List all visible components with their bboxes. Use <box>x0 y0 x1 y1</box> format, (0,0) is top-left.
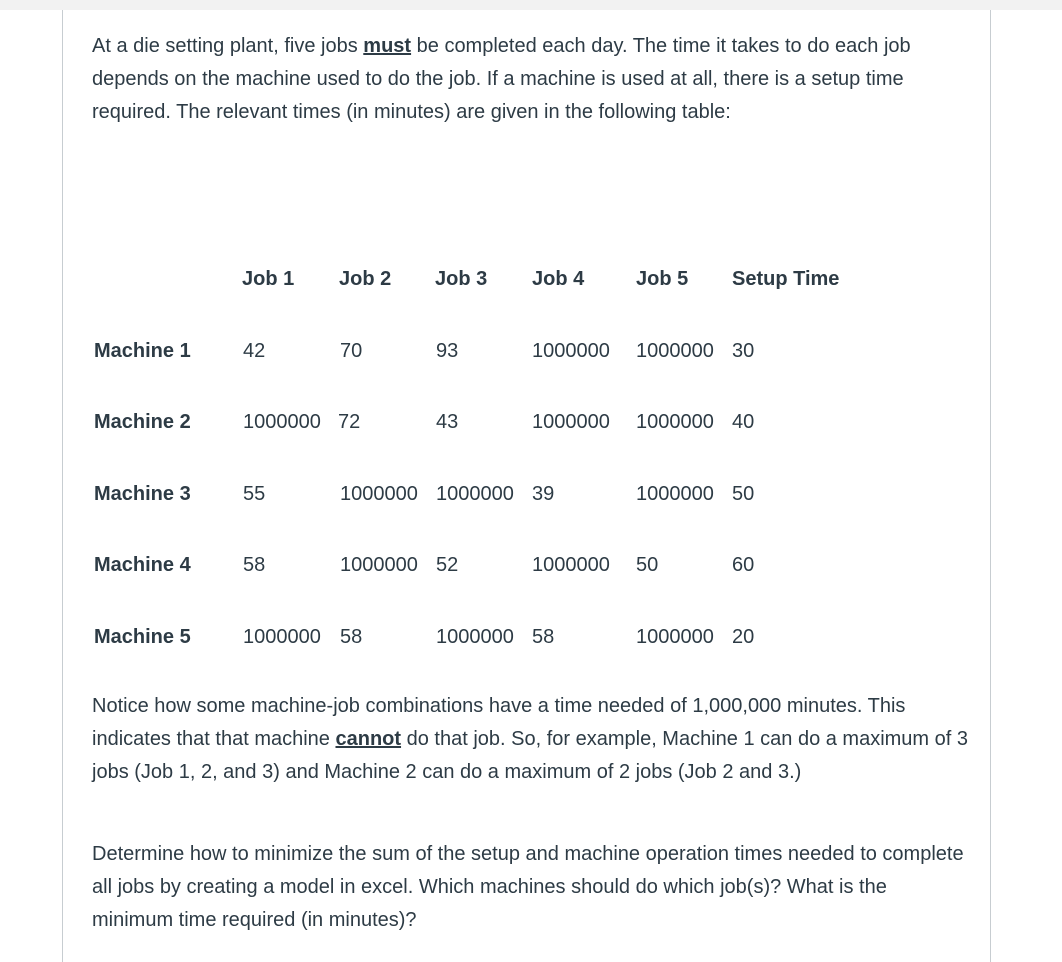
table-cell: 50 <box>732 483 755 505</box>
row-label-machine-1: Machine 1 <box>94 340 191 362</box>
top-strip <box>0 0 1062 10</box>
notice-paragraph <box>92 690 972 789</box>
table-cell: 1000000 <box>436 483 514 505</box>
intro-paragraph <box>92 30 972 129</box>
table-cell: 40 <box>732 411 755 433</box>
table-cell: 1000000 <box>532 554 610 576</box>
table-cell: 43 <box>436 411 459 433</box>
table-cell: 1000000 <box>532 340 610 362</box>
table-cell: 1000000 <box>636 340 714 362</box>
table-cell: 1000000 <box>636 411 714 433</box>
header-job-3: Job 3 <box>435 268 488 290</box>
header-setup-time: Setup Time <box>732 268 840 290</box>
table-cell: 39 <box>532 483 555 505</box>
table-cell: 42 <box>243 340 266 362</box>
table-cell: 55 <box>243 483 266 505</box>
intro-text-1: At a die setting plant, five jobs <box>92 35 364 57</box>
table-cell: 1000000 <box>243 626 321 648</box>
table-cell: 1000000 <box>636 626 714 648</box>
table-cell: 1000000 <box>436 626 514 648</box>
header-job-5: Job 5 <box>636 268 689 290</box>
header-job-1: Job 1 <box>242 268 295 290</box>
header-job-2: Job 2 <box>339 268 392 290</box>
table-cell: 1000000 <box>243 411 321 433</box>
question-paragraph: Determine how to minimize the sum of the setup and machine operation times needed to complete all jobs by creating a model in excel. Which machines should do which job(s)? What is the minimum time required (in minutes)? <box>92 843 964 931</box>
row-label-machine-2: Machine 2 <box>94 411 191 433</box>
notice-text-2: do that job. So, for example, Machine 1 can do a maximum of 3 jobs (Job 1, 2, and 3) and Machine 2 can do a maximum of 2 jobs (Job 2 and 3.) <box>92 728 969 783</box>
table-cell: 58 <box>532 626 555 648</box>
table-cell: 1000000 <box>340 554 418 576</box>
table-cell: 72 <box>338 411 361 433</box>
table-cell: 52 <box>436 554 459 576</box>
question-panel <box>62 10 991 962</box>
notice-text-1: Notice how some machine-job combinations have a time needed of 1,000,000 minutes. This indicates that that machine <box>92 695 906 750</box>
table-cell: 1000000 <box>532 411 610 433</box>
table-cell: 1000000 <box>636 483 714 505</box>
table-cell: 70 <box>340 340 363 362</box>
table-cell: 1000000 <box>340 483 418 505</box>
row-label-machine-3: Machine 3 <box>94 483 191 505</box>
row-label-machine-4: Machine 4 <box>94 554 191 576</box>
header-job-4: Job 4 <box>532 268 585 290</box>
table-cell: 93 <box>436 340 459 362</box>
row-label-machine-5: Machine 5 <box>94 626 191 648</box>
table-cell: 58 <box>243 554 266 576</box>
must-emphasis: must <box>363 35 412 57</box>
cannot-emphasis: cannot <box>335 728 402 750</box>
table-cell: 60 <box>732 554 755 576</box>
table-cell: 50 <box>636 554 659 576</box>
table-cell: 30 <box>732 340 755 362</box>
table-cell: 20 <box>732 626 755 648</box>
intro-text-2: be completed each day. The time it takes to do each job depends on the machine used to do the job. If a machine is used at all, there is a setup time required. The relevant times (in minutes) are given in the following table: <box>92 35 911 123</box>
table-cell: 58 <box>340 626 363 648</box>
